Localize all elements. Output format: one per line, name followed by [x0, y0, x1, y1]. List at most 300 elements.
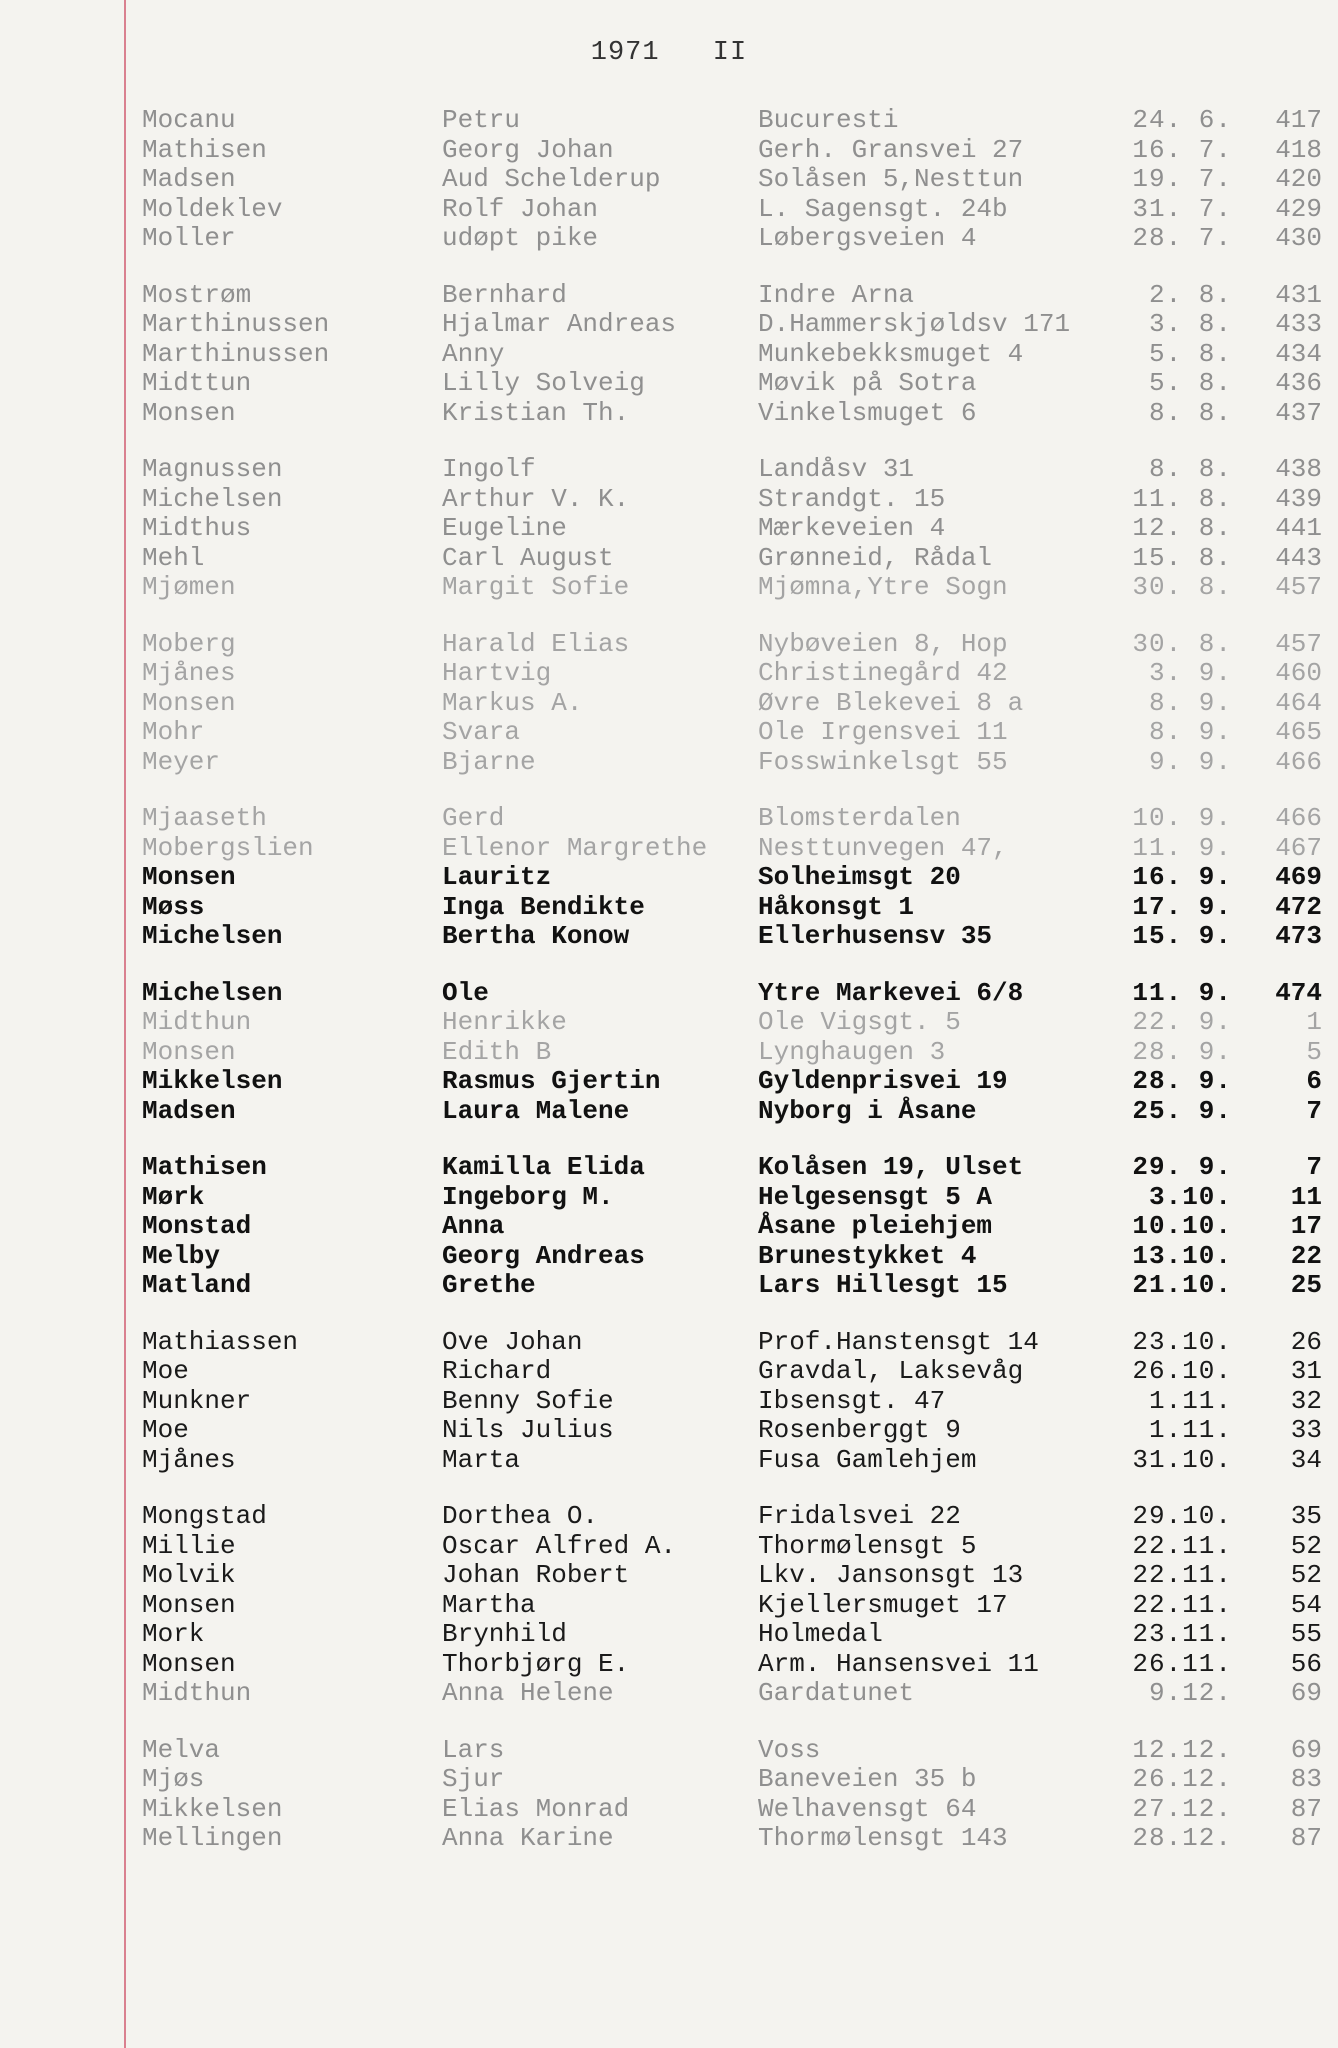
entry-group	[0, 1328, 1338, 1476]
entry-number-cell: 429	[1275, 193, 1322, 224]
surname-cell: Marthinussen	[142, 338, 330, 369]
address-cell: Grønneid, Rådal	[758, 542, 993, 573]
given-name-cell: Grethe	[442, 1270, 536, 1300]
entry-number-cell: 7	[1306, 1152, 1322, 1182]
header-year: 1971	[590, 38, 660, 68]
address-cell: Thormølensgt 143	[758, 1823, 1008, 1853]
address-cell: Løbergsveien 4	[758, 223, 977, 253]
entry-number-cell: 460	[1275, 658, 1322, 688]
registry-row	[0, 718, 1338, 748]
given-name-cell: udøpt pike	[442, 223, 599, 253]
registry-row	[0, 979, 1338, 1009]
surname-cell: Mork	[142, 1619, 205, 1649]
date-cell: 16. 7.	[1132, 134, 1232, 165]
date-cell: 11. 8.	[1132, 483, 1232, 514]
given-name-cell: Arthur V. K.	[442, 483, 630, 514]
given-name-cell: Johan Robert	[442, 1560, 630, 1590]
entry-number-cell: 1	[1306, 1007, 1322, 1037]
surname-cell: Mehl	[142, 542, 205, 573]
entry-number-cell: 443	[1275, 542, 1322, 573]
address-cell: Øvre Blekevei 8 a	[758, 687, 1024, 718]
address-cell: Voss	[758, 1734, 821, 1765]
given-name-cell: Henrikke	[442, 1007, 567, 1037]
surname-cell: Moe	[142, 1415, 189, 1445]
registry-row	[0, 399, 1338, 429]
registry-row	[0, 136, 1338, 166]
date-cell: 1.11.	[1148, 1385, 1232, 1416]
address-cell: Kjellersmuget 17	[758, 1589, 1008, 1620]
date-cell: 30. 8.	[1132, 628, 1232, 659]
surname-cell: Monsen	[142, 862, 236, 892]
address-cell: Ibsensgt. 47	[758, 1385, 946, 1416]
date-cell: 28. 9.	[1132, 1066, 1232, 1096]
surname-cell: Magnussen	[142, 454, 283, 484]
given-name-cell: Richard	[442, 1356, 552, 1386]
entry-number-cell: 31	[1290, 1356, 1322, 1386]
date-cell: 3.10.	[1148, 1181, 1232, 1212]
date-cell: 24. 6.	[1132, 105, 1232, 135]
address-cell: Solheimsgt 20	[758, 862, 961, 892]
address-cell: Fosswinkelsgt 55	[758, 746, 1008, 777]
registry-row	[0, 1067, 1338, 1097]
given-name-cell: Ellenor Margrethe	[442, 832, 708, 863]
entry-number-cell: 33	[1290, 1415, 1322, 1445]
entry-group	[0, 804, 1338, 952]
registry-row	[0, 1387, 1338, 1417]
date-cell: 26.12.	[1132, 1764, 1232, 1794]
registry-row	[0, 1446, 1338, 1476]
address-cell: Helgesensgt 5 A	[758, 1181, 993, 1212]
registry-row	[0, 863, 1338, 893]
given-name-cell: Hartvig	[442, 658, 552, 688]
date-cell: 29. 9.	[1132, 1152, 1232, 1182]
date-cell: 8. 8.	[1148, 397, 1232, 428]
date-cell: 29.10.	[1132, 1501, 1232, 1531]
registry-row	[0, 1153, 1338, 1183]
registry-row	[0, 1328, 1338, 1358]
date-cell: 3. 9.	[1148, 658, 1232, 688]
registry-row	[0, 689, 1338, 719]
registry-list	[0, 106, 1338, 1881]
address-cell: Blomsterdalen	[758, 803, 961, 833]
given-name-cell: Rasmus Gjertin	[442, 1066, 661, 1096]
page-header	[0, 38, 1338, 68]
registry-row	[0, 340, 1338, 370]
entry-number-cell: 431	[1275, 279, 1322, 310]
entry-group	[0, 1502, 1338, 1709]
registry-row	[0, 834, 1338, 864]
address-cell: Gardatunet	[758, 1678, 915, 1708]
surname-cell: Midthun	[142, 1007, 252, 1037]
given-name-cell: Carl August	[442, 542, 614, 573]
entry-number-cell: 466	[1275, 803, 1322, 833]
entry-number-cell: 472	[1275, 891, 1322, 922]
address-cell: Gerh. Gransvei 27	[758, 134, 1024, 165]
address-cell: Welhavensgt 64	[758, 1793, 977, 1824]
date-cell: 31.10.	[1132, 1444, 1232, 1475]
given-name-cell: Kamilla Elida	[442, 1152, 645, 1182]
entry-number-cell: 469	[1275, 862, 1322, 892]
given-name-cell: Georg Andreas	[442, 1240, 645, 1271]
given-name-cell: Anna Karine	[442, 1823, 614, 1853]
surname-cell: Mathisen	[142, 1152, 267, 1182]
entry-number-cell: 457	[1275, 572, 1322, 602]
entry-number-cell: 439	[1275, 483, 1322, 514]
given-name-cell: Rolf Johan	[442, 193, 599, 224]
surname-cell: Mohr	[142, 717, 205, 747]
date-cell: 21.10.	[1132, 1270, 1232, 1300]
date-cell: 10.10.	[1132, 1211, 1232, 1241]
address-cell: Strandgt. 15	[758, 483, 946, 514]
given-name-cell: Anny	[442, 338, 505, 369]
entry-number-cell: 6	[1306, 1066, 1322, 1096]
surname-cell: Munkner	[142, 1385, 252, 1416]
surname-cell: Mikkelsen	[142, 1793, 283, 1824]
date-cell: 5. 8.	[1148, 338, 1232, 369]
address-cell: L. Sagensgt. 24b	[758, 193, 1008, 224]
registry-row	[0, 1357, 1338, 1387]
surname-cell: Mikkelsen	[142, 1066, 283, 1096]
registry-row	[0, 1183, 1338, 1213]
address-cell: Møvik på Sotra	[758, 368, 977, 398]
entry-number-cell: 420	[1275, 164, 1322, 194]
surname-cell: Midthus	[142, 513, 252, 543]
entry-number-cell: 441	[1275, 513, 1322, 543]
address-cell: Håkonsgt 1	[758, 891, 915, 922]
entry-number-cell: 434	[1275, 338, 1322, 369]
entry-number-cell: 464	[1275, 687, 1322, 718]
registry-row	[0, 1532, 1338, 1562]
registry-row	[0, 1212, 1338, 1242]
entry-number-cell: 35	[1290, 1501, 1322, 1531]
entry-group	[0, 1153, 1338, 1301]
entry-number-cell: 437	[1275, 397, 1322, 428]
given-name-cell: Anna	[442, 1211, 505, 1241]
registry-row	[0, 1591, 1338, 1621]
registry-row	[0, 514, 1338, 544]
given-name-cell: Eugeline	[442, 513, 567, 543]
entry-number-cell: 467	[1275, 832, 1322, 863]
date-cell: 15. 8.	[1132, 542, 1232, 573]
registry-row	[0, 748, 1338, 778]
given-name-cell: Lauritz	[442, 862, 552, 892]
given-name-cell: Bernhard	[442, 279, 567, 310]
given-name-cell: Laura Malene	[442, 1095, 630, 1126]
surname-cell: Matland	[142, 1270, 252, 1300]
address-cell: Lars Hillesgt 15	[758, 1270, 1008, 1300]
address-cell: Gyldenprisvei 19	[758, 1066, 1008, 1096]
given-name-cell: Ole	[442, 977, 489, 1008]
registry-row	[0, 281, 1338, 311]
address-cell: Mjømna,Ytre Sogn	[758, 572, 1008, 602]
registry-row	[0, 1561, 1338, 1591]
registry-row	[0, 1271, 1338, 1301]
address-cell: Ole Vigsgt. 5	[758, 1007, 961, 1037]
registry-row	[0, 1416, 1338, 1446]
surname-cell: Michelsen	[142, 921, 283, 951]
date-cell: 1.11.	[1148, 1415, 1232, 1445]
given-name-cell: Bertha Konow	[442, 921, 630, 951]
entry-number-cell: 11	[1290, 1181, 1322, 1212]
date-cell: 26.10.	[1132, 1356, 1232, 1386]
surname-cell: Melby	[142, 1240, 221, 1271]
given-name-cell: Aud Schelderup	[442, 164, 661, 194]
surname-cell: Madsen	[142, 1095, 236, 1126]
address-cell: Solåsen 5,Nesttun	[758, 164, 1024, 194]
registry-row	[0, 1008, 1338, 1038]
address-cell: Ole Irgensvei 11	[758, 717, 1008, 747]
given-name-cell: Dorthea O.	[442, 1501, 599, 1531]
date-cell: 17. 9.	[1132, 891, 1232, 922]
given-name-cell: Ingolf	[442, 454, 536, 484]
entry-group	[0, 1736, 1338, 1854]
address-cell: Fusa Gamlehjem	[758, 1444, 977, 1475]
address-cell: Bucuresti	[758, 105, 899, 135]
entry-group	[0, 455, 1338, 603]
date-cell: 10. 9.	[1132, 803, 1232, 833]
address-cell: Prof.Hanstensgt 14	[758, 1326, 1039, 1357]
address-cell: Nybøveien 8, Hop	[758, 628, 1008, 659]
address-cell: Mærkeveien 4	[758, 513, 946, 543]
given-name-cell: Lars	[442, 1734, 505, 1765]
date-cell: 13.10.	[1132, 1240, 1232, 1271]
entry-number-cell: 465	[1275, 717, 1322, 747]
address-cell: Christinegård 42	[758, 658, 1008, 688]
date-cell: 28. 9.	[1132, 1036, 1232, 1067]
date-cell: 8. 9.	[1148, 687, 1232, 718]
given-name-cell: Brynhild	[442, 1619, 567, 1649]
surname-cell: Mjaaseth	[142, 803, 267, 833]
entry-number-cell: 474	[1275, 977, 1322, 1008]
date-cell: 3. 8.	[1148, 309, 1232, 339]
given-name-cell: Anna Helene	[442, 1678, 614, 1708]
address-cell: Vinkelsmuget 6	[758, 397, 977, 428]
date-cell: 9.12.	[1148, 1678, 1232, 1708]
date-cell: 27.12.	[1132, 1793, 1232, 1824]
registry-row	[0, 165, 1338, 195]
date-cell: 31. 7.	[1132, 193, 1232, 224]
surname-cell: Mellingen	[142, 1823, 283, 1853]
given-name-cell: Petru	[442, 105, 521, 135]
registry-row	[0, 922, 1338, 952]
registry-row	[0, 1765, 1338, 1795]
date-cell: 5. 8.	[1148, 368, 1232, 398]
registry-row	[0, 195, 1338, 225]
date-cell: 28. 7.	[1132, 223, 1232, 253]
registry-row	[0, 455, 1338, 485]
entry-group	[0, 630, 1338, 778]
registry-row	[0, 369, 1338, 399]
surname-cell: Monsen	[142, 1648, 236, 1679]
date-cell: 26.11.	[1132, 1648, 1232, 1679]
given-name-cell: Ove Johan	[442, 1326, 583, 1357]
surname-cell: Monsen	[142, 1589, 236, 1620]
surname-cell: Michelsen	[142, 483, 283, 514]
registry-row	[0, 485, 1338, 515]
entry-number-cell: 69	[1290, 1734, 1322, 1765]
given-name-cell: Nils Julius	[442, 1415, 614, 1445]
date-cell: 8. 9.	[1148, 717, 1232, 747]
surname-cell: Monsen	[142, 1036, 236, 1067]
given-name-cell: Gerd	[442, 803, 505, 833]
entry-number-cell: 17	[1290, 1211, 1322, 1241]
entry-number-cell: 55	[1290, 1619, 1322, 1649]
header-part: II	[712, 38, 748, 68]
surname-cell: Midttun	[142, 368, 252, 398]
surname-cell: Moberg	[142, 628, 236, 659]
surname-cell: Midthun	[142, 1678, 252, 1708]
given-name-cell: Oscar Alfred A.	[442, 1530, 677, 1561]
date-cell: 12. 8.	[1132, 513, 1232, 543]
entry-number-cell: 52	[1290, 1530, 1322, 1561]
given-name-cell: Kristian Th.	[442, 397, 630, 428]
address-cell: Brunestykket 4	[758, 1240, 977, 1271]
address-cell: Nyborg i Åsane	[758, 1095, 977, 1126]
date-cell: 19. 7.	[1132, 164, 1232, 194]
entry-number-cell: 473	[1275, 921, 1322, 951]
surname-cell: Millie	[142, 1530, 236, 1561]
given-name-cell: Hjalmar Andreas	[442, 309, 677, 339]
date-cell: 22.11.	[1132, 1530, 1232, 1561]
address-cell: Ytre Markevei 6/8	[758, 977, 1024, 1008]
registry-row	[0, 106, 1338, 136]
date-cell: 25. 9.	[1132, 1095, 1232, 1126]
entry-number-cell: 56	[1290, 1648, 1322, 1679]
entry-number-cell: 436	[1275, 368, 1322, 398]
registry-row	[0, 1242, 1338, 1272]
address-cell: Gravdal, Laksevåg	[758, 1356, 1024, 1386]
entry-number-cell: 52	[1290, 1560, 1322, 1590]
date-cell: 22.11.	[1132, 1589, 1232, 1620]
registry-row	[0, 1038, 1338, 1068]
entry-number-cell: 34	[1290, 1444, 1322, 1475]
entry-number-cell: 7	[1306, 1095, 1322, 1126]
registry-row	[0, 804, 1338, 834]
registry-row	[0, 1097, 1338, 1127]
date-cell: 12.12.	[1132, 1734, 1232, 1765]
entry-number-cell: 418	[1275, 134, 1322, 165]
surname-cell: Moe	[142, 1356, 189, 1386]
surname-cell: Mjøs	[142, 1764, 205, 1794]
surname-cell: Monsen	[142, 397, 236, 428]
given-name-cell: Margit Sofie	[442, 572, 630, 602]
given-name-cell: Lilly Solveig	[442, 368, 645, 398]
registry-row	[0, 893, 1338, 923]
address-cell: Lynghaugen 3	[758, 1036, 946, 1067]
entry-group	[0, 281, 1338, 429]
surname-cell: Mørk	[142, 1181, 205, 1212]
entry-number-cell: 87	[1290, 1823, 1322, 1853]
surname-cell: Mjømen	[142, 572, 236, 602]
date-cell: 30. 8.	[1132, 572, 1232, 602]
date-cell: 22. 9.	[1132, 1007, 1232, 1037]
surname-cell: Mobergslien	[142, 832, 314, 863]
given-name-cell: Inga Bendikte	[442, 891, 645, 922]
date-cell: 9. 9.	[1148, 746, 1232, 777]
entry-number-cell: 69	[1290, 1678, 1322, 1708]
surname-cell: Meyer	[142, 746, 221, 777]
entry-number-cell: 438	[1275, 454, 1322, 484]
surname-cell: Moldeklev	[142, 193, 283, 224]
given-name-cell: Marta	[442, 1444, 521, 1475]
registry-row	[0, 1650, 1338, 1680]
registry-row	[0, 544, 1338, 574]
registry-row	[0, 224, 1338, 254]
entry-number-cell: 433	[1275, 309, 1322, 339]
registry-row	[0, 1795, 1338, 1825]
address-cell: Baneveien 35 b	[758, 1764, 977, 1794]
registry-row	[0, 1502, 1338, 1532]
date-cell: 23.11.	[1132, 1619, 1232, 1649]
date-cell: 16. 9.	[1132, 862, 1232, 892]
surname-cell: Monstad	[142, 1211, 252, 1241]
address-cell: Fridalsvei 22	[758, 1501, 961, 1531]
address-cell: Arm. Hansensvei 11	[758, 1648, 1039, 1679]
entry-number-cell: 54	[1290, 1589, 1322, 1620]
address-cell: Landåsv 31	[758, 454, 915, 484]
entry-number-cell: 32	[1290, 1385, 1322, 1416]
surname-cell: Mongstad	[142, 1501, 267, 1531]
date-cell: 2. 8.	[1148, 279, 1232, 310]
date-cell: 22.11.	[1132, 1560, 1232, 1590]
given-name-cell: Markus A.	[442, 687, 583, 718]
date-cell: 11. 9.	[1132, 832, 1232, 863]
given-name-cell: Thorbjørg E.	[442, 1648, 630, 1679]
given-name-cell: Svara	[442, 717, 521, 747]
registry-row	[0, 1736, 1338, 1766]
given-name-cell: Sjur	[442, 1764, 505, 1794]
entry-number-cell: 466	[1275, 746, 1322, 777]
address-cell: Åsane pleiehjem	[758, 1211, 993, 1241]
surname-cell: Molvik	[142, 1560, 236, 1590]
surname-cell: Michelsen	[142, 977, 283, 1008]
given-name-cell: Edith B	[442, 1036, 552, 1067]
entry-number-cell: 5	[1306, 1036, 1322, 1067]
entry-number-cell: 430	[1275, 223, 1322, 253]
address-cell: Nesttunvegen 47,	[758, 832, 1008, 863]
registry-row	[0, 630, 1338, 660]
address-cell: Holmedal	[758, 1619, 883, 1649]
entry-number-cell: 83	[1290, 1764, 1322, 1794]
date-cell: 15. 9.	[1132, 921, 1232, 951]
date-cell: 23.10.	[1132, 1326, 1232, 1357]
surname-cell: Mathisen	[142, 134, 267, 165]
entry-number-cell: 87	[1290, 1793, 1322, 1824]
date-cell: 28.12.	[1132, 1823, 1232, 1853]
address-cell: D.Hammerskjøldsv 171	[758, 309, 1071, 339]
given-name-cell: Martha	[442, 1589, 536, 1620]
entry-number-cell: 26	[1290, 1326, 1322, 1357]
address-cell: Rosenberggt 9	[758, 1415, 961, 1445]
surname-cell: Monsen	[142, 687, 236, 718]
address-cell: Kolåsen 19, Ulset	[758, 1152, 1024, 1182]
address-cell: Indre Arna	[758, 279, 915, 310]
given-name-cell: Harald Elias	[442, 628, 630, 659]
registry-row	[0, 659, 1338, 689]
given-name-cell: Georg Johan	[442, 134, 614, 165]
date-cell: 11. 9.	[1132, 977, 1232, 1008]
entry-number-cell: 25	[1290, 1270, 1322, 1300]
surname-cell: Marthinussen	[142, 309, 330, 339]
entry-number-cell: 22	[1290, 1240, 1322, 1271]
given-name-cell: Elias Monrad	[442, 1793, 630, 1824]
address-cell: Thormølensgt 5	[758, 1530, 977, 1561]
surname-cell: Mjånes	[142, 1444, 236, 1475]
address-cell: Ellerhusensv 35	[758, 921, 993, 951]
surname-cell: Mjånes	[142, 658, 236, 688]
entry-number-cell: 457	[1275, 628, 1322, 659]
surname-cell: Møss	[142, 891, 205, 922]
